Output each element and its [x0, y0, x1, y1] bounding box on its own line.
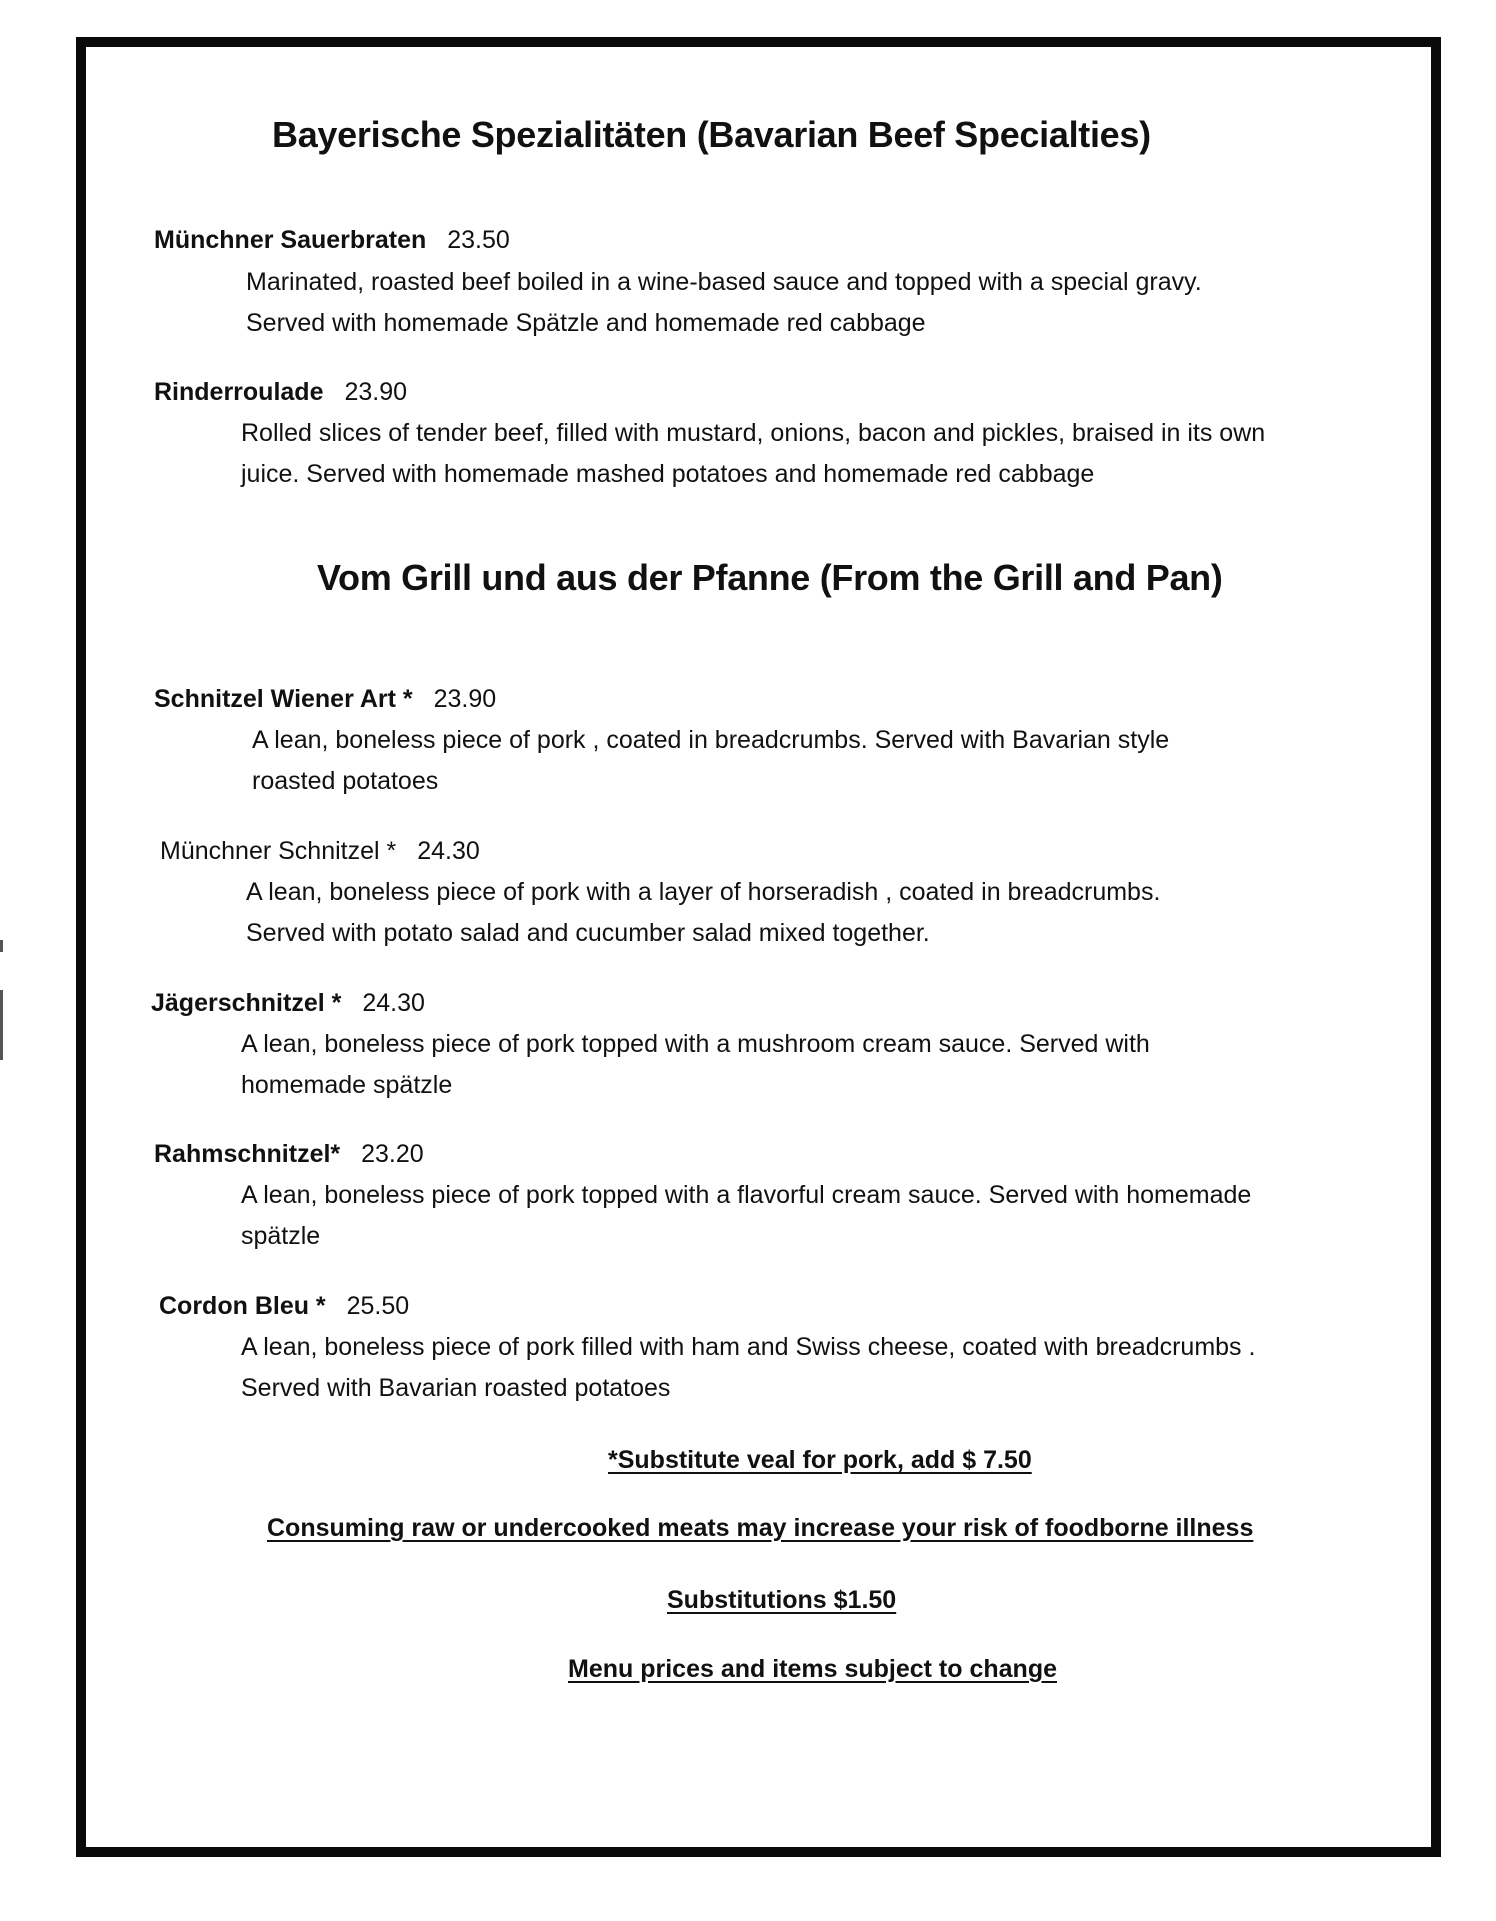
section-title-grill-and-pan: Vom Grill und aus der Pfanne (From the Grill and Pan) [317, 557, 1223, 598]
description-line: A lean, boneless piece of pork , coated in breadcrumbs. Served with Bavarian style [252, 726, 1170, 754]
description-line: A lean, boneless piece of pork with a layer of horseradish , coated in breadcrumbs. [246, 878, 1161, 906]
menu-item-header [151, 988, 425, 1018]
menu-item-header [154, 684, 496, 714]
menu-item-name: Jägerschnitzel * [151, 989, 342, 1017]
foodborne-illness-warning: Consuming raw or undercooked meats may increase your risk of foodborne illness [267, 1514, 1254, 1542]
description-line: A lean, boneless piece of pork topped with a flavorful cream sauce. Served with homemade [241, 1181, 1252, 1209]
menu-item-description [246, 262, 1202, 344]
substitutions-note: Substitutions $1.50 [667, 1586, 897, 1614]
menu-item-price: 23.20 [361, 1140, 424, 1168]
menu-item-header [154, 1139, 424, 1169]
description-line: Rolled slices of tender beef, filled with mustard, onions, bacon and pickles, braised in its own [241, 419, 1266, 447]
section-title-bavarian-beef: Bayerische Spezialitäten (Bavarian Beef Specialties) [272, 114, 1151, 155]
menu-item-header [160, 836, 480, 866]
menu-item-description [241, 1327, 1255, 1409]
description-line: homemade spätzle [241, 1071, 453, 1099]
menu-item-name: Cordon Bleu * [159, 1292, 326, 1320]
menu-item-description [252, 720, 1169, 802]
menu-item-price: 24.30 [417, 837, 480, 865]
description-line: spätzle [241, 1222, 321, 1250]
scan-mark [0, 940, 3, 952]
description-line: A lean, boneless piece of pork filled with ham and Swiss cheese, coated with breadcrumbs . [241, 1333, 1256, 1361]
menu-item-description [246, 872, 1160, 954]
menu-item-price: 23.90 [344, 378, 407, 406]
scan-mark [0, 990, 3, 1060]
menu-item-description [241, 413, 1265, 495]
menu-item-name: Münchner Schnitzel * [160, 837, 397, 865]
menu-item-header [154, 377, 407, 407]
menu-item-header [159, 1291, 409, 1321]
description-line: Served with homemade Spätzle and homemade red cabbage [246, 309, 926, 337]
menu-item-price: 24.30 [362, 989, 425, 1017]
menu-item-price: 23.90 [433, 685, 497, 713]
menu-item-name: Rahmschnitzel* [154, 1140, 341, 1168]
description-line: roasted potatoes [252, 767, 439, 795]
menu-item-name: Rinderroulade [154, 378, 324, 406]
menu-item-name: Schnitzel Wiener Art * [154, 685, 413, 713]
description-line: Served with Bavarian roasted potatoes [241, 1374, 671, 1402]
description-line: A lean, boneless piece of pork topped with a mushroom cream sauce. Served with [241, 1030, 1150, 1058]
menu-item-name: Münchner Sauerbraten [154, 226, 427, 254]
menu-item-header [154, 225, 510, 255]
description-line: Served with potato salad and cucumber salad mixed together. [246, 919, 930, 947]
veal-substitution-note: *Substitute veal for pork, add $ 7.50 [608, 1446, 1032, 1474]
description-line: Marinated, roasted beef boiled in a wine-based sauce and topped with a special gravy. [246, 268, 1202, 296]
menu-item-description [241, 1175, 1251, 1257]
menu-item-price: 23.50 [447, 226, 510, 254]
description-line: juice. Served with homemade mashed potatoes and homemade red cabbage [241, 460, 1095, 488]
menu-item-description [241, 1024, 1150, 1106]
menu-item-price: 25.50 [346, 1292, 410, 1320]
prices-subject-to-change-note: Menu prices and items subject to change [568, 1655, 1058, 1683]
